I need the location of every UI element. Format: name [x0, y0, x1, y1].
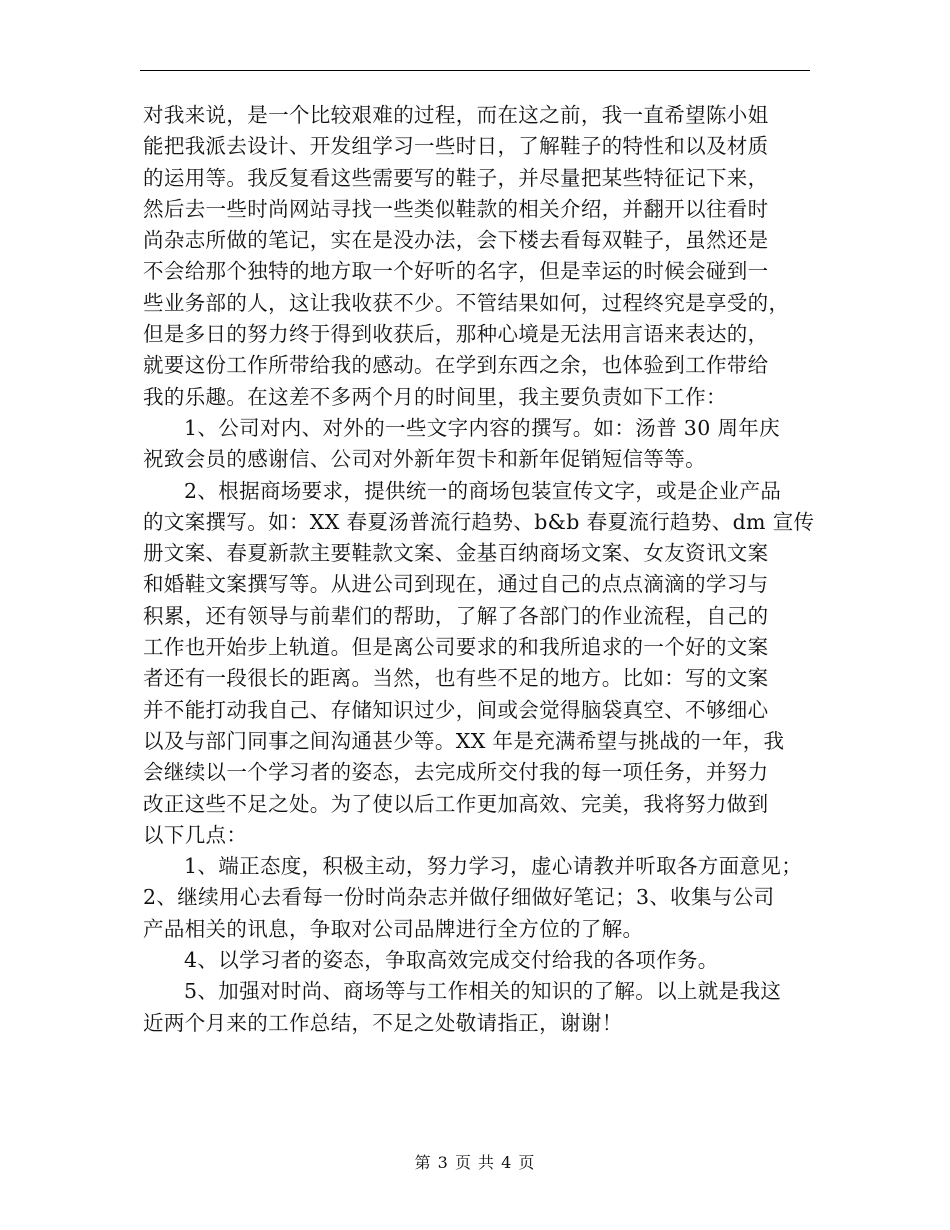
text-line: 1、公司对内、对外的一些文字内容的撰写。如：汤普 30 周年庆 — [184, 415, 781, 440]
text-line: 不会给那个独特的地方取一个好听的名字，但是幸运的时候会碰到一 — [143, 259, 769, 284]
text-line: 改正这些不足之处。为了使以后工作更加高效、完美，我将努力做到 — [143, 791, 769, 816]
text-line: 近两个月来的工作总结，不足之处敬请指正，谢谢！ — [143, 1010, 623, 1035]
text-line: 的文案撰写。如：XX 春夏汤普流行趋势、b&b 春夏流行趋势、dm 宣传 — [143, 509, 815, 534]
page-number: 第 3 页 共 4 页 — [414, 1153, 536, 1172]
text-line: 积累，还有领导与前辈们的帮助，了解了各部门的作业流程，自己的 — [143, 603, 769, 628]
text-line: 的运用等。我反复看这些需要写的鞋子，并尽量把某些特征记下来， — [143, 165, 769, 190]
text-line: 工作也开始步上轨道。但是离公司要求的和我所追求的一个好的文案 — [143, 635, 769, 660]
text-line: 会继续以一个学习者的姿态，去完成所交付我的每一项任务，并努力 — [143, 760, 769, 785]
text-line: 以下几点： — [143, 822, 248, 847]
body-text — [143, 100, 815, 1039]
text-line: 我的乐趣。在这差不多两个月的时间里，我主要负责如下工作： — [143, 384, 727, 409]
text-line: 册文案、春夏新款主要鞋款文案、金基百纳商场文案、女友资讯文案 — [143, 541, 769, 566]
text-line: 尚杂志所做的笔记，实在是没办法，会下楼去看每双鞋子，虽然还是 — [143, 228, 769, 253]
text-line: 产品相关的讯息，争取对公司品牌进行全方位的了解。 — [143, 916, 644, 941]
text-line: 然后去一些时尚网站寻找一些类似鞋款的相关介绍，并翻开以往看时 — [143, 196, 769, 221]
text-line: 和婚鞋文案撰写等。从进公司到现在，通过自己的点点滴滴的学习与 — [143, 572, 769, 597]
text-line: 4、以学习者的姿态，争取高效完成交付给我的各项作务。 — [184, 948, 719, 973]
text-line: 以及与部门同事之间沟通甚少等。XX 年是充满希望与挑战的一年，我 — [143, 728, 785, 753]
text-line: 对我来说，是一个比较艰难的过程，而在这之前，我一直希望陈小姐 — [143, 103, 769, 127]
text-line: 者还有一段很长的距离。当然，也有些不足的地方。比如：写的文案 — [143, 666, 769, 691]
text-line: 能把我派去设计、开发组学习一些时日，了解鞋子的特性和以及材质 — [143, 134, 769, 159]
text-line: 1、端正态度，积极主动，努力学习，虚心请教并听取各方面意见； — [184, 854, 803, 879]
text-line: 些业务部的人，这让我收获不少。不管结果如何，过程终究是享受的， — [143, 290, 790, 315]
text-line: 就要这份工作所带给我的感动。在学到东西之余，也体验到工作带给 — [143, 353, 769, 378]
text-line: 5、加强对时尚、商场等与工作相关的知识的了解。以上就是我这 — [184, 979, 782, 1004]
text-line: 2、继续用心去看每一份时尚杂志并做仔细做好笔记；3、收集与公司 — [143, 885, 775, 910]
header-rule — [140, 70, 810, 71]
text-line: 并不能打动我自己、存储知识过少，间或会觉得脑袋真空、不够细心 — [143, 697, 769, 722]
text-line: 祝致会员的感谢信、公司对外新年贺卡和新年促销短信等等。 — [143, 447, 706, 472]
text-line: 但是多日的努力终于得到收获后，那种心境是无法用言语来表达的， — [143, 322, 769, 347]
text-line: 2、根据商场要求，提供统一的商场包装宣传文字，或是企业产品 — [184, 478, 782, 503]
